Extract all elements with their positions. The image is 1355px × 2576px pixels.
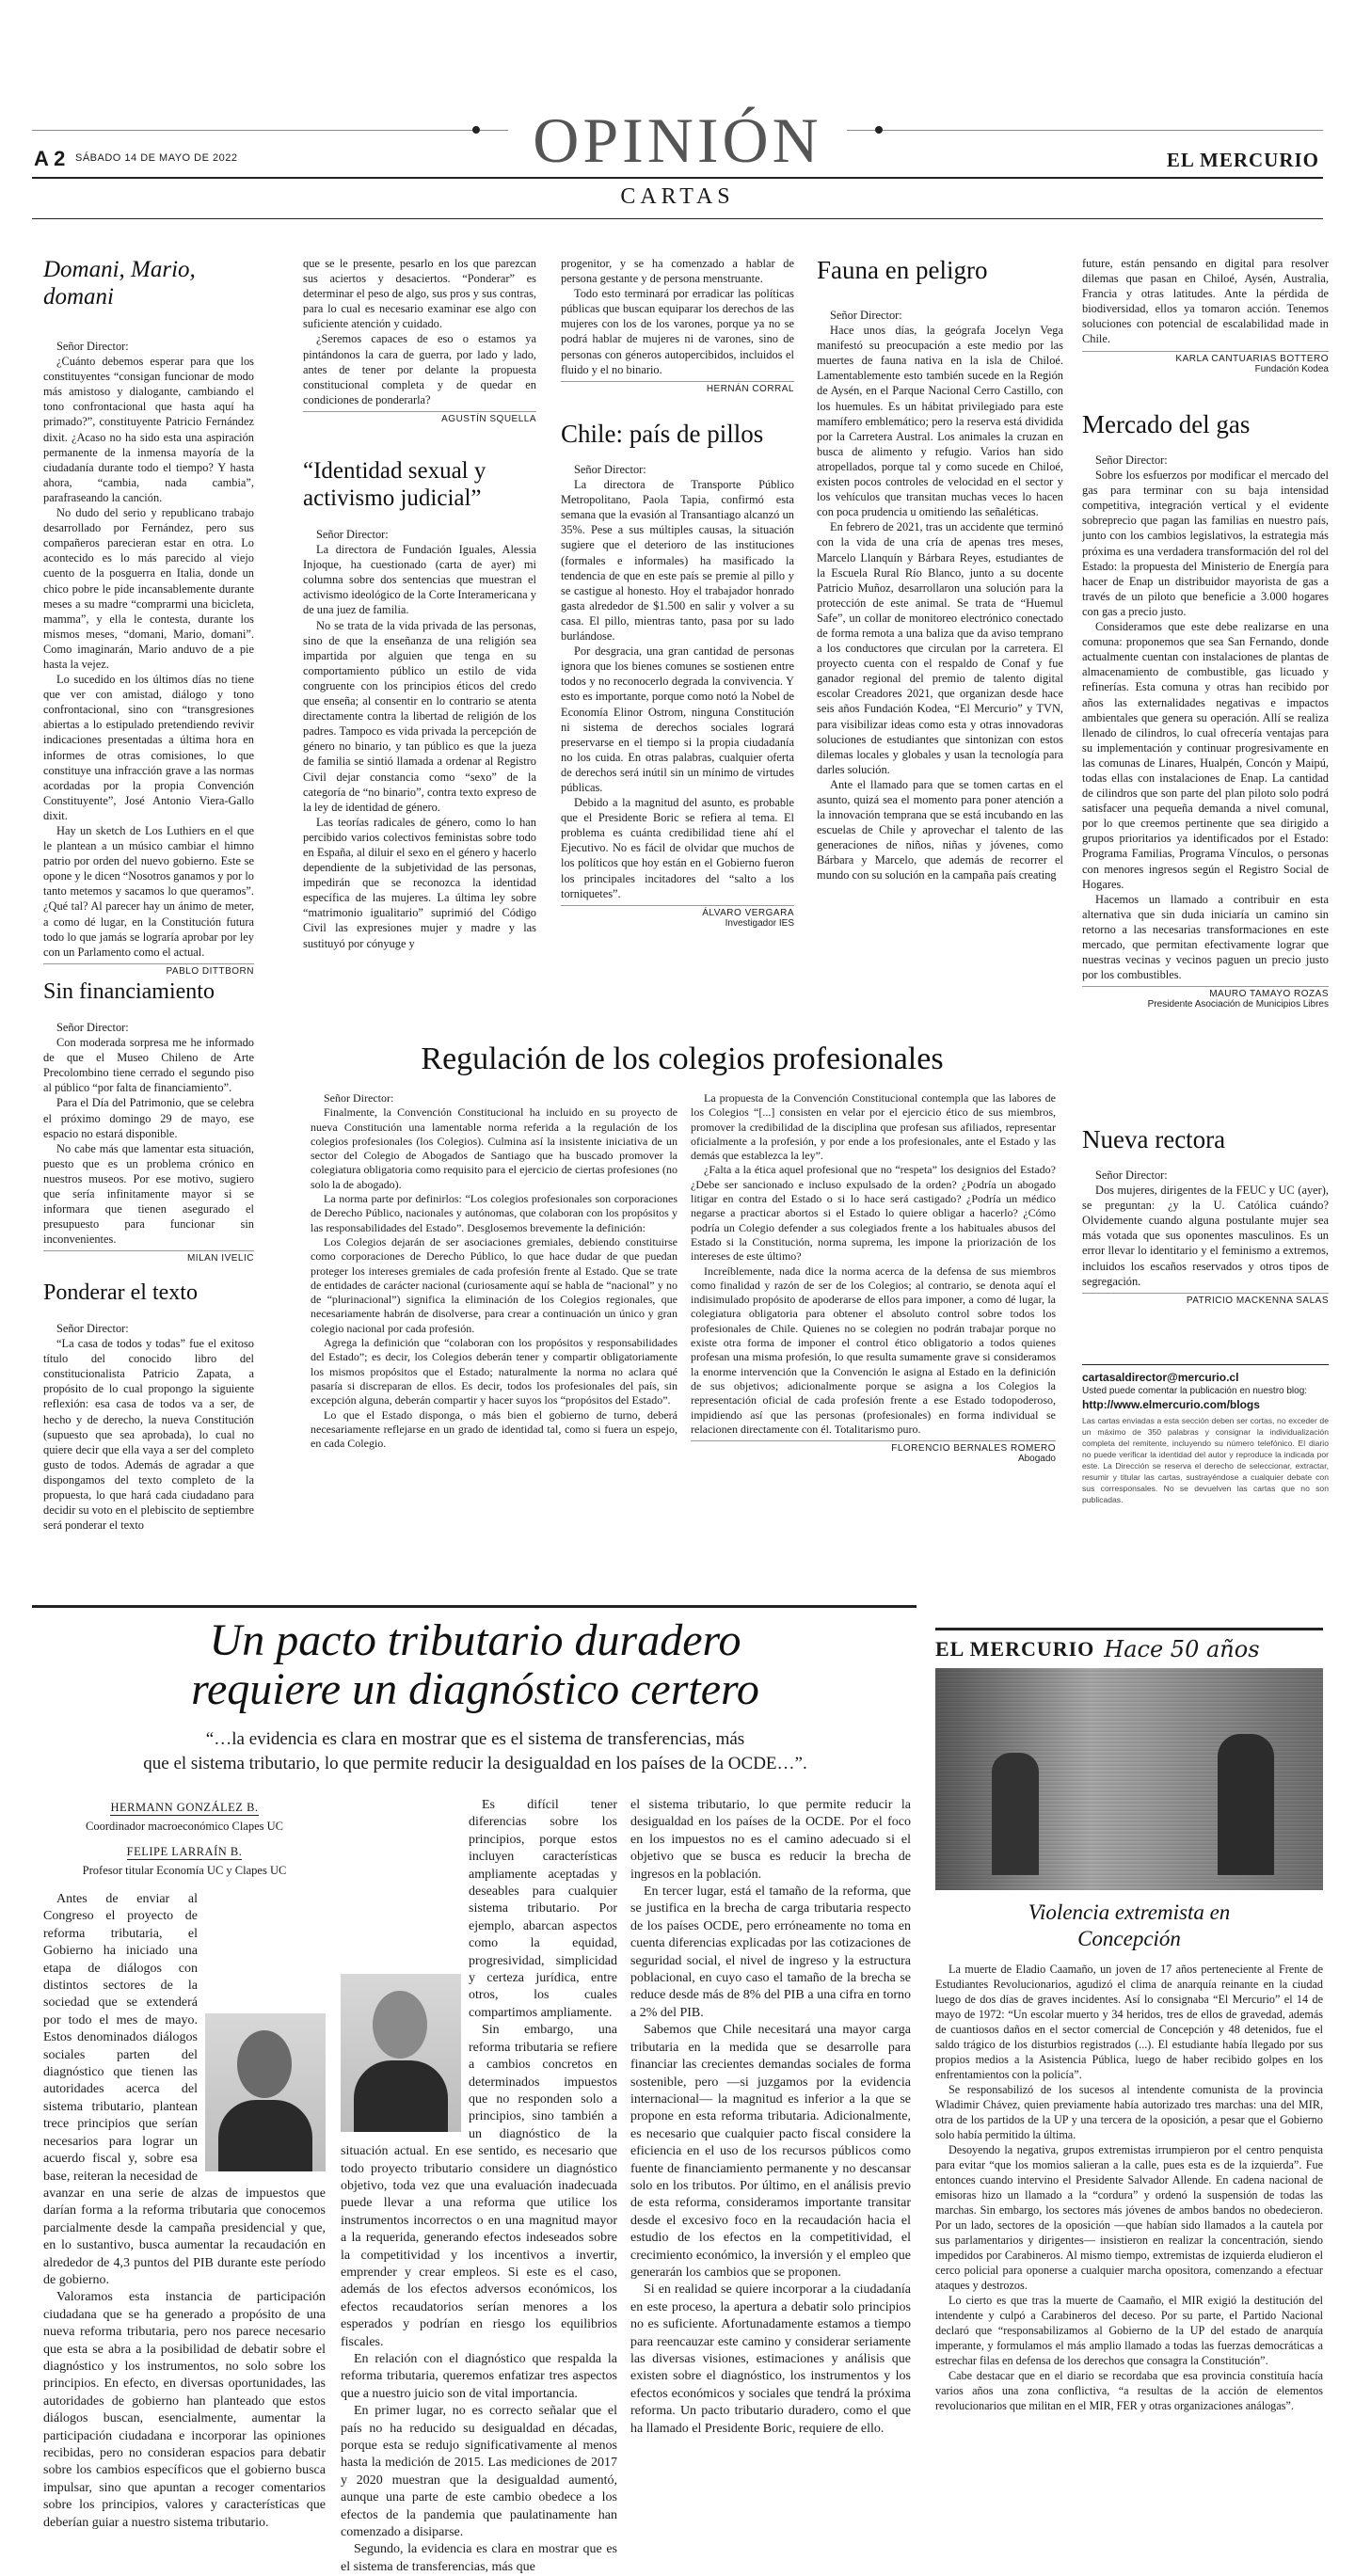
author-1: HERMANN GONZÁLEZ B. xyxy=(110,1801,259,1814)
paragraph: ¿Falta a la ética aquel profesional que no “respeta” los designios del Estado? ¿Debe ser sancionado e incluso expulsado de la orden? ¿Podría un abogado litigar en contra del Estado o si lo hace será castigado? ¿Podría un médico negarse a practicar abortos si el Estado lo quiere obligar a hacerlo? ¿Cómo podría un Colegio defender a sus colegiados frente a los habituales abusos del Estado si la Constitución, norma suprema, les impone la priorización de los intereses de este último? xyxy=(691,1163,1056,1264)
salutation: Señor Director: xyxy=(316,528,389,541)
pull-quote-line1: “…la evidencia es clara en mostrar que es el sistema de transferencias, más xyxy=(205,1729,745,1749)
salutation: Señor Director: xyxy=(830,309,902,322)
history-title-line2: Concepción xyxy=(1077,1927,1181,1950)
paragraph: Agrega la definición que “colaboran con los propósitos y responsabilidades del Estado”; es decir, los Colegios deberán tener y compartir obligatoriamente los mismos propósitos que el Estado; naturalmente la norma no aclara qué pasaría si discreparan de ellos. Es decir, todos los profesionales del país, sin excepción alguna, deberán compartir y hacer suyos los “propósitos del Estado”. xyxy=(311,1336,678,1407)
paragraph: Increíblemente, nada dice la norma acerca de la defensa de sus miembros como finalidad y razón de ser de los Colegios; al contrario, se denota aquí el indisimulado propósito de apoderarse de ellos para imponer, a como dé lugar, la colegiatura obligatoria para obtener el absoluto control sobre todos los profesionales de Chile. Quienes no se colegien no podrán trabajar porque no existe otra forma de imponer el control ético obligatorio a todos quienes profesan una misma profesión, lo que resulta sumamente grave si consideramos la enorme intervención que la Convención le asigna al Estado en la definición de sus objetivos; adicionalmente porque se asigna a los Colegios la representación oficial de cada profesión frente a ese Estado todopoderoso, impidiendo así que las personas (profesionales) en forma individual se relacionen directamente con él. Totalitarismo puro. xyxy=(691,1264,1056,1436)
history-brand: EL MERCURIO xyxy=(935,1637,1095,1661)
paragraph: Hacemos un llamado a contribuir en esta alternativa que sin duda iniciaría un camino sin retorno a las necesarias transformaciones en este mercado, que permitan efectivamente lograr que nuestras vecinas y vecinos paguen un precio justo por los combustibles. xyxy=(1082,892,1329,982)
paragraph: ¿Cuánto debemos esperar para que los constituyentes “consigan funcionar de modo más amistoso y dialogante, cambiando el tono confrontacional que hasta aquí ha primado?”, constituyente Patricio Fernández dixit. ¿Acaso no ha sido esta una aspiración permanente de la inmensa mayoría de la ciudadanía durante todo el tiempo? Y hasta ahora, “cambia, nada cambia”, parafraseando la canción. xyxy=(43,355,254,504)
paragraph: “La casa de todos y todas” fue el exitoso título del conocido libro del constitucionalista Patricio Zapata, a propósito de lo cual propongo la siguiente reflexión: esa casa de todos va a ser, de hecho y de derecho, la nueva Constitución (supuesto que sea aprobada), lo cual no quiere decir que ella vaya a ser del completo gusto de todos. Además de agradar a que dispongamos del texto completo de la propuesta, lo que hará cada ciudadano para decidir su voto en el plebiscito de septiembre será ponderar el texto xyxy=(43,1337,254,1533)
letter-title: Nueva rectora xyxy=(1082,1125,1226,1153)
letter-title: Chile: país de pillos xyxy=(561,420,764,448)
masthead: EL MERCURIO xyxy=(1166,149,1319,171)
paragraph: Hace unos días, la geógrafa Jocelyn Vega manifestó su preocupación a este medio por las muertes de fauna nativa en la isla de Chiloé. Lamentablemente esto también sucede en la Región de Aysén, en el Parque Nacional Cerro Castillo, con los huemules. Es un hábitat privilegiado para este mamífero emblemático; pero la reserva está dividida por la Carretera Austral. Los animales la cruzan en busca de alimento y refugio. Varios han sido atropellados, porque tal y como sucede en Chiloé, existen pocos controles de velocidad en el sector y los vehículos que transitan muchas veces lo hacen con poca prudencia u omitiendo las señaléticas. xyxy=(817,324,1063,519)
subsection-title: CARTAS xyxy=(620,184,735,209)
paragraph: Para el Día del Patrimonio, que se celebra el próximo domingo 29 de mayo, ese espacio no estará disponible. xyxy=(43,1096,254,1140)
salutation: Señor Director: xyxy=(574,463,646,476)
letter-title: Fauna en peligro xyxy=(817,256,988,284)
letter-title: Mercado del gas xyxy=(1082,410,1251,438)
letter-title: Regulación de los colegios profesionales xyxy=(421,1042,944,1076)
salutation: Señor Director: xyxy=(56,1322,129,1335)
history-title-line1: Violencia extremista en xyxy=(1028,1900,1231,1924)
article-rule xyxy=(32,1605,917,1608)
author-photo-2 xyxy=(341,1974,461,2132)
paragraph: Cabe destacar que en el diario se recordaba que esa provincia constituía hacía varios años una zona conflictiva, “a resultas de la acción de elementos revolucionarios que militan en el MIR, FER y otras organizaciones análogas”. xyxy=(935,2369,1323,2412)
paragraph: Antes de enviar al Congreso el proyecto de reforma tributaria, el Gobierno ha iniciado una etapa de diálogos con distintos sectores de la sociedad que se extenderá por todo el mes de mayo. Estos denominados diálogos sociales parten del diagnóstico que tienen las autoridades acerca del sistema tributario, plantean trece principios que serían necesarios para lograr un acuerdo fiscal y, sobre esa base, reiteran la necesidad de avanzar en una serie de alzas de impuestos que darían forma a la reforma tributaria que conocemos parcialmente desde la campaña presidencial y que, en lo sustantivo, busca aumentar la recaudación en alrededor de 4,3 puntos del PIB durante este período de gobierno. xyxy=(43,1892,326,2287)
paragraph: el sistema tributario, lo que permite reducir la desigualdad en los países de la OCDE. Por el foco en los impuestos no es el camino adecuado si el objetivo que se busca es reducir la brecha de ingresos en la población. xyxy=(630,1798,911,1882)
paragraph: Debido a la magnitud del asunto, es probable que el Presidente Boric se refiera al tema. El problema es cuánta credibilidad tiene ahí el Ejecutivo. No es fácil de olvidar que muchos de los políticos que hoy están en el Gobierno fueron los principales incitadores del “salto a los torniquetes”. xyxy=(561,796,794,900)
contact-email[interactable]: cartasaldirector@mercurio.cl xyxy=(1082,1371,1239,1384)
paragraph: En febrero de 2021, tras un accidente que terminó con la vida de una cría de apenas tres meses, Marcelo Llanquín y Bárbara Reyes, estudiantes de la Escuela Rural Río Blanco, junto a su docente Patricio Muñoz, desarrollaron una solución para la protección de este animal. Se trata de “Huemul Safe”, un collar de monitoreo electrónico conectado de forma remota a una baliza que da aviso temprano a los conductores que circulan por la carretera. El proyecto cuenta con el respaldo de Conaf y fue ganador regional del premio de talento digital escolar Creadores 2021, que organizan desde hace seis años Fundación Kodea, “El Mercurio” y TVN, para visibilizar ideas como esta y otras innovadoras soluciones de estudiantes que sintonizan con estos dilemas locales y globales y usan la tecnología para darles solución. xyxy=(817,520,1063,776)
letter-fauna-cont xyxy=(1082,256,1329,374)
letter-domani xyxy=(43,256,254,977)
paragraph: La norma parte por definirlos: “Los colegios profesionales son corporaciones de Derecho Público, nacionales y autónomas, que colaboran con los propósitos y las responsabilidades del Estado”. Desglosemos brevemente la definición: xyxy=(311,1192,678,1234)
letter-identidad xyxy=(303,457,536,951)
section-title: OPINIÓN xyxy=(533,104,822,176)
header-dot-right xyxy=(875,126,883,134)
paragraph: No dudo del serio y republicano trabajo desarrollado por Fernández, pero sus compañeros parecieran estar en otra. Lo acontecido es lo más parecido al viejo cuento de la posguerra en Italia, donde un chico pobre le pide incansablemente durante meses a su madre “comprarmi una bicicleta, mamma”, y ella le contesta, durante los mismos meses, “domani, Mario, domani”. Como imaginarán, Mario anduvo de a pie hasta la vejez. xyxy=(43,506,254,671)
contact-fineprint: Las cartas enviadas a esta sección deben ser cortas, no exceder de un máximo de 350 palabras y consignar la individualización completa del remitente, incluyendo su número telefónico. El diario no puede verificar la identidad del autor y reproduce la indicada por este. La Dirección se reserva el derecho de seleccionar, extractar, resumir y titular las cartas, sustrayéndose a cualquier debate con sus corresponsales. No se devuelven las cartas que no son publicadas. xyxy=(1082,1416,1329,1504)
paragraph: La propuesta de la Convención Constitucional contempla que las labores de los Colegios “[...] consisten en velar por el ejercicio ético de sus miembros, promover la credibilidad de la disciplina que profesan sus afiliados, representar oficialmente a la profesión, y por ende a los profesionales, ante el Estado y las demás que establezca la ley”. xyxy=(691,1091,1056,1163)
signature: PATRICIO MACKENNA SALAS xyxy=(1082,1293,1329,1306)
history-script: Hace 50 años xyxy=(1104,1636,1260,1662)
paragraph: En tercer lugar, está el tamaño de la reforma, que se justifica en la brecha de carga tributaria respecto de los países OCDE, pero erróneamente no toma en cuenta diferencias explicadas por las cotizaciones de seguridad social, el nivel de ingreso y la estructura poblacional, en cuyo caso el tamaño de la brecha se reduce desde más de 8% del PIB a una cifra en torno a 2% del PIB. xyxy=(630,1884,911,2020)
paragraph: Valoramos esta instancia de participación ciudadana que se ha generado a propósito de una nueva reforma tributaria, pero nos parece necesario que esta se abra a la posibilidad de debatir sobre el diagnóstico y los instrumentos, no solo sobre los principios. En efecto, en diversas oportunidades, las autoridades de gobierno han planteado que estos diálogos buscan, esencialmente, aumentar la participación ciudadana e incorporar las opiniones recibidas, pero no consideran espacios para debatir sobre los cambios específicos que el gobierno busca impulsar, sino que apuntan a recoger comentarios sobre los principios, valores y características que deberían guiar a nuestro sistema tributario. xyxy=(43,2290,326,2530)
letter-regulacion-title-wrap xyxy=(303,1041,1061,1078)
letter-ponderar-cont xyxy=(303,256,536,424)
paragraph: Segundo, la evidencia es clara en mostrar que es el sistema de transferencias, más que xyxy=(341,2542,617,2574)
paragraph: Las teorías radicales de género, como lo han percibido varios colectivos feministas sobre todo en España, al diluir el sexo en el género y hacerlo dependiente de la subjetividad de las personas, impedirán que se reconozca la identidad específica de las mujeres. La última ley sobre “matrimonio igualitario” suprimió del Código Civil las expresiones mujer y madre y las sustituyó por cónyuge y xyxy=(303,815,536,950)
author-photo-1 xyxy=(205,2013,326,2171)
letter-title: Sin financiamiento xyxy=(43,979,215,1004)
salutation: Señor Director: xyxy=(56,1021,129,1034)
paragraph: Ante el llamado para que se tomen cartas en el asunto, quizá sea el momento para poner atención a la innovación temprana que se está incubando en las escuelas de Chile y aprovechar el talento de las generaciones de niños, niñas y jóvenes, como Bárbara y Marcelo, que además de recorrer el mundo con su solución en la campaña país creating xyxy=(817,777,1063,883)
paragraph: No cabe más que lamentar esta situación, puesto que es un problema crónico en nuestros museos. Por ese motivo, sugiero que sería infinitamente mayor si se informara que tienen asegurado el presupuesto para funcionar sin inconvenientes. xyxy=(43,1141,254,1247)
affiliation: Fundación Kodea xyxy=(1254,363,1329,374)
header-left-rule xyxy=(32,130,508,131)
author-1-role: Coordinador macroeconómico Clapes UC xyxy=(85,1820,284,1833)
article-col3 xyxy=(630,1797,911,2438)
letter-identidad-cont xyxy=(561,256,794,394)
salutation: Señor Director: xyxy=(56,340,129,353)
archive-photo xyxy=(935,1668,1323,1890)
letter-title: Domani, Mario, domani xyxy=(43,257,196,310)
paragraph: En primer lugar, no es correcto señalar que el país no ha reducido su desigualdad en décadas, porque esta se redujo significativamente al menos hasta la medición de 2015. Las mediciones de 2017 y 2020 muestran que la desigualdad aumentó, aunque una parte de este cambio obedece a los efectos de la pandemia que paulatinamente han comenzado a disiparse. xyxy=(341,2404,617,2540)
paragraph: Sin embargo, una reforma tributaria se refiere a cambios concretos en determinados impuestos que no responden solo a principios, sino también a un diagnóstico de la situación actual. En ese sentido, es necesario que todo proyecto tributario considere un diagnóstico objetivo, toda vez que una evaluación inadecuada puede llevar a una reforma que utilice los instrumentos incorrectos o en una magnitud mayor a la requerida, generando efectos indeseados sobre la competitividad y los incentivos a invertir, emprender y crear empleos. Si este es el caso, además de los efectos adversos económicos, los efectos recaudatorios serían menores a los esperados y podrían en riesgo los equilibrios fiscales. xyxy=(341,2023,617,2349)
salutation: Señor Director: xyxy=(324,1091,394,1105)
paragraph: Sobre los esfuerzos por modificar el mercado del gas para terminar con su baja intensidad competitiva, integración vertical y el evidente sobreprecio que pagan las familias en nuestro país, junto con los cambios legislativos, la estrategia más próxima es una verdadera transformación del rol del Estado: la propuesta del Ministerio de Energía para hacer de Enap un distribuidor mayorista de gas a través de un piloto que beneficie a 3.000 hogares con gas a precio justo. xyxy=(1082,469,1329,618)
letter-pillos xyxy=(561,420,794,929)
paragraph: que se le presente, pesarlo en los que parezcan sus aciertos y desaciertos. “Ponderar” es determinar el peso de algo, sus pros y sus contras, para lo cual es necesario examinar ese algo con suficiente atención y cuidado. xyxy=(303,257,536,331)
paragraph: Finalmente, la Convención Constitucional ha incluido en su proyecto de nueva Constitución una lamentable norma referida a la regulación de los colegios profesionales (los Colegios). Culmina así la insistente iniciativa de un sector del Colegio de Abogados de Santiago que ha buscado promover la colegiatura obligatoria como requisito para el ejercicio de ciertas profesiones (no solo la de abogado). xyxy=(311,1105,678,1191)
paragraph: No se trata de la vida privada de las personas, sino de que la enseñanza de una religión sea impartida por alguien que tenga en su comportamiento público un estilo de vida congruente con los principios éticos del credo que enseña; al consentir en lo contrario se atenta directamente contra la libertad de religión de los padres. Tampoco es vida privada la percepción de género no binario, y tan público es que la jueza de familia se sintió llamada a ordenar al Registro Civil dejar constancia como “sexo” de la categoría de “no binario”, contra texto expreso de la ley de identidad de género. xyxy=(303,618,536,814)
paragraph: future, están pensando en digital para resolver dilemas que pasan en Chiloé, Aysén, Australia, Francia y otras latitudes. Ante la pérdida de biodiversidad, ellos ya tomaron acción. Tenemos soluciones con potencial de escalabilidad made in Chile. xyxy=(1082,257,1329,346)
blog-link[interactable]: http://www.elmercurio.com/blogs xyxy=(1082,1398,1260,1411)
article-title-line2: requiere un diagnóstico certero xyxy=(191,1664,759,1714)
signature: MILAN IVELIC xyxy=(43,1250,254,1264)
paragraph: Lo que el Estado disponga, o más bien el gobierno de turno, deberá necesariamente reflejarse en un grado de identidad tal, como si fuera un espejo, en cada Colegio. xyxy=(311,1407,678,1451)
signature: ÁLVARO VERGARA xyxy=(561,905,794,918)
letter-regulacion-col2 xyxy=(691,1091,1056,1464)
affiliation: Presidente Asociación de Municipios Libres xyxy=(1147,999,1329,1010)
history-box xyxy=(935,1628,1323,2413)
byline xyxy=(43,1799,326,1878)
contact-box xyxy=(1082,1364,1329,1505)
contact-text: Usted puede comentar la publicación en nuestro blog: xyxy=(1082,1386,1308,1396)
paragraph: Es difícil tener diferencias sobre los principios, porque estos incluyen características ampliamente aceptadas y deseables para cualquier sistema tributario. Por ejemplo, abarcan aspectos como la equidad, progresividad, simplicidad y certeza jurídica, entre otros, los cuales compartimos ampliamente. xyxy=(469,1798,617,2020)
letter-title: Ponderar el texto xyxy=(43,1280,198,1305)
paragraph: Todo esto terminará por erradicar las políticas públicas que buscan equiparar los derechos de las mujeres con los de los varones, porque ya no se podrá hablar de mujeres ni de varones, sino de personas con géneros autopercibidos, incluidos el fluido y el no binario. xyxy=(561,287,794,376)
header-dot-left xyxy=(472,126,480,134)
paragraph: Desoyendo la negativa, grupos extremistas irrumpieron por el centro penquista para evitar “que los momios salieran a la calle, pues esta es de la izquierda”. Fue entonces cuando intervino el Presidente Salvador Allende. En cadena nacional de emisoras hizo un llamado a la “cordura” y ordenó la suspensión de todas las marchas. Sin embargo, los sectores más jóvenes de ambos bandos no obedecieron. Por un lado, sectores de la oposición —que habían sido llamados a la cautela por sus parlamentarios y dirigentes— insistieron en realizar la concentración, siendo impedidos por Carabineros. Al mismo tiempo, extremistas de izquierda eludieron el cerco policial para oponerse a cualquier marcha opositora, comenzando a efectuar ataques y destrozos. xyxy=(935,2143,1323,2292)
author-2: FELIPE LARRAÍN B. xyxy=(126,1845,243,1858)
signature: PABLO DITTBORN xyxy=(43,963,254,977)
paragraph: Lo sucedido en los últimos días no tiene que ver con amistad, diálogo y tono confrontacional, sino con “transgresiones abiertas a lo estipulado pretendiendo revivir indicaciones presentadas a última hora en informes de otras comisiones, lo que constituye una infracción grave a las normas acordadas por la propia Convención Constituyente”, José Antonio Viera-Gallo dixit. xyxy=(43,673,254,822)
header-rule xyxy=(32,177,1323,179)
salutation: Señor Director: xyxy=(1095,453,1168,467)
letter-title: “Identidad sexual y activismo judicial” xyxy=(303,458,486,511)
paragraph: Sabemos que Chile necesitará una mayor carga tributaria en la medida que se desarrolle para financiar las crecientes demandas sociales de forma sostenible, pero —si juzgamos por la evidencia internacional— la magnitud es inferior a la que se propone en esta reforma tributaria. Adicionalmente, es necesario que cualquier pacto fiscal considere la eficiencia en el uso de los recursos públicos como fuente de financiamiento permanente y no descansar solo en los tributos. Por último, en el análisis previo de esta reforma, consideramos importante transitar desde el excesivo foco en la recaudación hacia el estudio de los efectos en la competitividad, el crecimiento económico, la inversión y el empleo que generarán los cambios que se proponen. xyxy=(630,2023,911,2280)
letter-rectora xyxy=(1082,1125,1329,1306)
paragraph: La muerte de Eladio Caamaño, un joven de 17 años perteneciente al Frente de Estudiantes Revolucionarios, agudizó el clima de anarquía reinante en la ciudad luego de dos días de graves incidentes. Así lo consignaba “El Mercurio” el 14 de mayo de 1972: “Un escolar muerto y 34 heridos, tres de ellos de gravedad, además de cuantiosos daños en el sector comercial de Concepción y 48 detenidos, fue el saldo trágico de los disturbios registrados (...). El estudiante había llegado por sus propios medios a la Asistencia Pública, luego de haber recibido golpes en los enfrentamientos con la policía”. xyxy=(935,1963,1323,2081)
pull-quote-line2: que el sistema tributario, lo que permite reducir la desigualdad en los países de la OCDE…”. xyxy=(143,1754,807,1773)
paragraph: Los Colegios dejarán de ser asociaciones gremiales, debiendo constituirse como corporaciones de Derecho Público, lo que hace dudar de que puedan proteger los intereses gremiales de cada profesión frente al Estado. Que se trate de entidades de carácter nacional (curiosamente aquí se habla de “nacional” y no de “plurinacional”) significa la eliminación de los Colegios regionales, que necesariamente habrán de disolverse, para crear a continuación un único y gran colegio nacional por cada profesión. xyxy=(311,1234,678,1335)
paragraph: Se responsabilizó de los sucesos al intendente comunista de la provincia Wladimir Chávez, quien previamente había autorizado tres marchas: una del MIR, otra de los partidos de la UP y una tercera de la oposición, a pesar que el Gobierno solo había permitido la última. xyxy=(935,2083,1323,2141)
article-title-line1: Un pacto tributario duradero xyxy=(209,1615,741,1665)
article-col1 xyxy=(43,1891,326,2532)
salutation: Señor Director: xyxy=(1095,1169,1168,1182)
paragraph: Con moderada sorpresa me he informado de que el Museo Chileno de Arte Precolombino tiene cerrado el segundo piso al público “por falta de financiamiento”. xyxy=(43,1036,254,1095)
paragraph: progenitor, y se ha comenzado a hablar de persona gestante y de persona menstruante. xyxy=(561,257,794,286)
subsection-rule xyxy=(32,218,1323,219)
letter-ponderar xyxy=(43,1280,254,1533)
letter-gas xyxy=(1082,410,1329,1010)
paragraph: La directora de Fundación Iguales, Alessia Injoque, ha cuestionado (carta de ayer) mi columna sobre dos sentencias que muestran el activismo ideológico de la Corte Interamericana y de una juez de familia. xyxy=(303,543,536,617)
letter-sin-financiamiento xyxy=(43,978,254,1264)
article-col2 xyxy=(341,1797,617,2576)
paragraph: Por desgracia, una gran cantidad de personas ignora que los bienes comunes se sostienen entre todos y no reconocerlo degrada la convivencia. Y esto es importante, porque como notó la Nobel de Economía Elinor Ostrom, ninguna Constitución ni sistema de derechos sociales logrará preservarse en el tiempo si la propia ciudadanía no los cuida. En otras palabras, cualquier oferta de derechos será inútil sin un mínimo de virtudes públicas. xyxy=(561,644,794,794)
signature: FLORENCIO BERNALES ROMERO xyxy=(691,1440,1056,1454)
affiliation: Abogado xyxy=(1017,1454,1056,1465)
issue-date: SÁBADO 14 DE MAYO DE 2022 xyxy=(75,152,238,164)
paragraph: Si en realidad se quiere incorporar a la ciudadanía en este proceso, la apertura a debatir solo principios no es suficiente. Afortunadamente estamos a tiempo para reencauzar este camino y considerar seriamente las diversas visiones, estimaciones y análisis que existen sobre el diagnóstico, los instrumentos y los efectos económicos y sociales que tendrá la próxima reforma. Un pacto tributario duradero, como el que ha llamado el Presidente Boric, requiere de ello. xyxy=(630,2282,911,2436)
paragraph: Dos mujeres, dirigentes de la FEUC y UC (ayer), se preguntan: ¿y la U. Católica cuándo? Olvidemente cuando alguna postulante mujer sea más votada que sus oponentes masculinos. Es un error llevar lo identitario y el feminismo a extremos, incluidos los escaños reservados y otros tipos de segregación. xyxy=(1082,1184,1329,1288)
paragraph: Hay un sketch de Los Luthiers en el que le plantean a un músico cambiar el himno patrio por orden del nuevo gobierno. Este se opone y le dicen “Nosotros ganamos y por lo tanto metemos y sacamos lo que queramos”. ¿Qué tal? Al parecer hay un ánimo de meter, a como dé lugar, en la Constitución futura todo lo que jamás se lograría aprobar por ley con un Parlamento como el actual. xyxy=(43,824,254,959)
author-2-role: Profesor titular Economía UC y Clapes UC xyxy=(82,1864,287,1877)
signature: KARLA CANTUARIAS BOTTERO xyxy=(1082,351,1329,364)
paragraph: La directora de Transporte Público Metropolitano, Paola Tapia, confirmó esta semana que la evasión al Transantiago alcanzó un 35%. Pese a sus múltiples causas, la situación sugiere que el deterioro de las instituciones (formales e informales) ha masificado la tendencia de que en este país se premie al pillo y se castigue al honesto. Hoy el trabajador honrado gasta alrededor de $1.500 en salir y volver a su casa. El pillo, mientras tanto, pasa por su lado burlándose. xyxy=(561,478,794,644)
paragraph: En relación con el diagnóstico que respalda la reforma tributaria, queremos enfatizar tres aspectos que a nuestro juicio son de vital importancia. xyxy=(341,2352,617,2401)
signature: AGUSTÍN SQUELLA xyxy=(303,411,536,424)
page-number: A 2 xyxy=(34,147,66,170)
article-header xyxy=(38,1616,913,1776)
letter-fauna xyxy=(817,256,1063,883)
paragraph: ¿Seremos capaces de eso o estamos ya pintándonos la cara de guerra, por lado y lado, antes de tener por delante la propuesta constitucional completa y de quedar en condiciones de ponderarla? xyxy=(303,332,536,406)
letter-regulacion-col1 xyxy=(311,1091,678,1451)
signature: MAURO TAMAYO ROZAS xyxy=(1082,986,1329,999)
paragraph: Consideramos que este debe realizarse en una comuna: proponemos que sea San Fernando, donde actualmente cuentan con instalaciones de plantas de almacenamiento de combustible, gas licuado y refinerías. Esta comuna y otras han recibido por años las externalidades negativas e impactos ambientales que genera su operación. Allí se realiza llenado de cilindros, lo cual ofrecería ventajas para su implementación y continuar progresivamente en las comunas de Linares, Hualpén, Concón y Maipú, todas ellas con instalaciones de Enap. La cantidad de cilindros que son parte del plan piloto solo podrá satisfacer una pequeña demanda a nivel comunal, por lo que creemos pertinente que sea dirigido a grupos prioritarios ya identificados por el Estado: Programa Familias, Programa Vínculos, o personas con menores ingresos según el Registro Social de Hogares. xyxy=(1082,620,1329,891)
paragraph: Lo cierto es que tras la muerte de Caamaño, el MIR exigió la destitución del intendente y culpó a Carabineros del deceso. Por su parte, el Partido Nacional declaró que “responsabilizamos al Gobierno de la UP del estado de anarquía imperante, y formulamos el más amplio llamado a todas las fuerzas democráticas a estrechar filas en defensa de los derechos que consagra la Constitución”. xyxy=(935,2294,1323,2367)
signature: HERNÁN CORRAL xyxy=(561,381,794,394)
header-right-rule xyxy=(847,130,1323,131)
affiliation: Investigador IES xyxy=(725,917,794,929)
